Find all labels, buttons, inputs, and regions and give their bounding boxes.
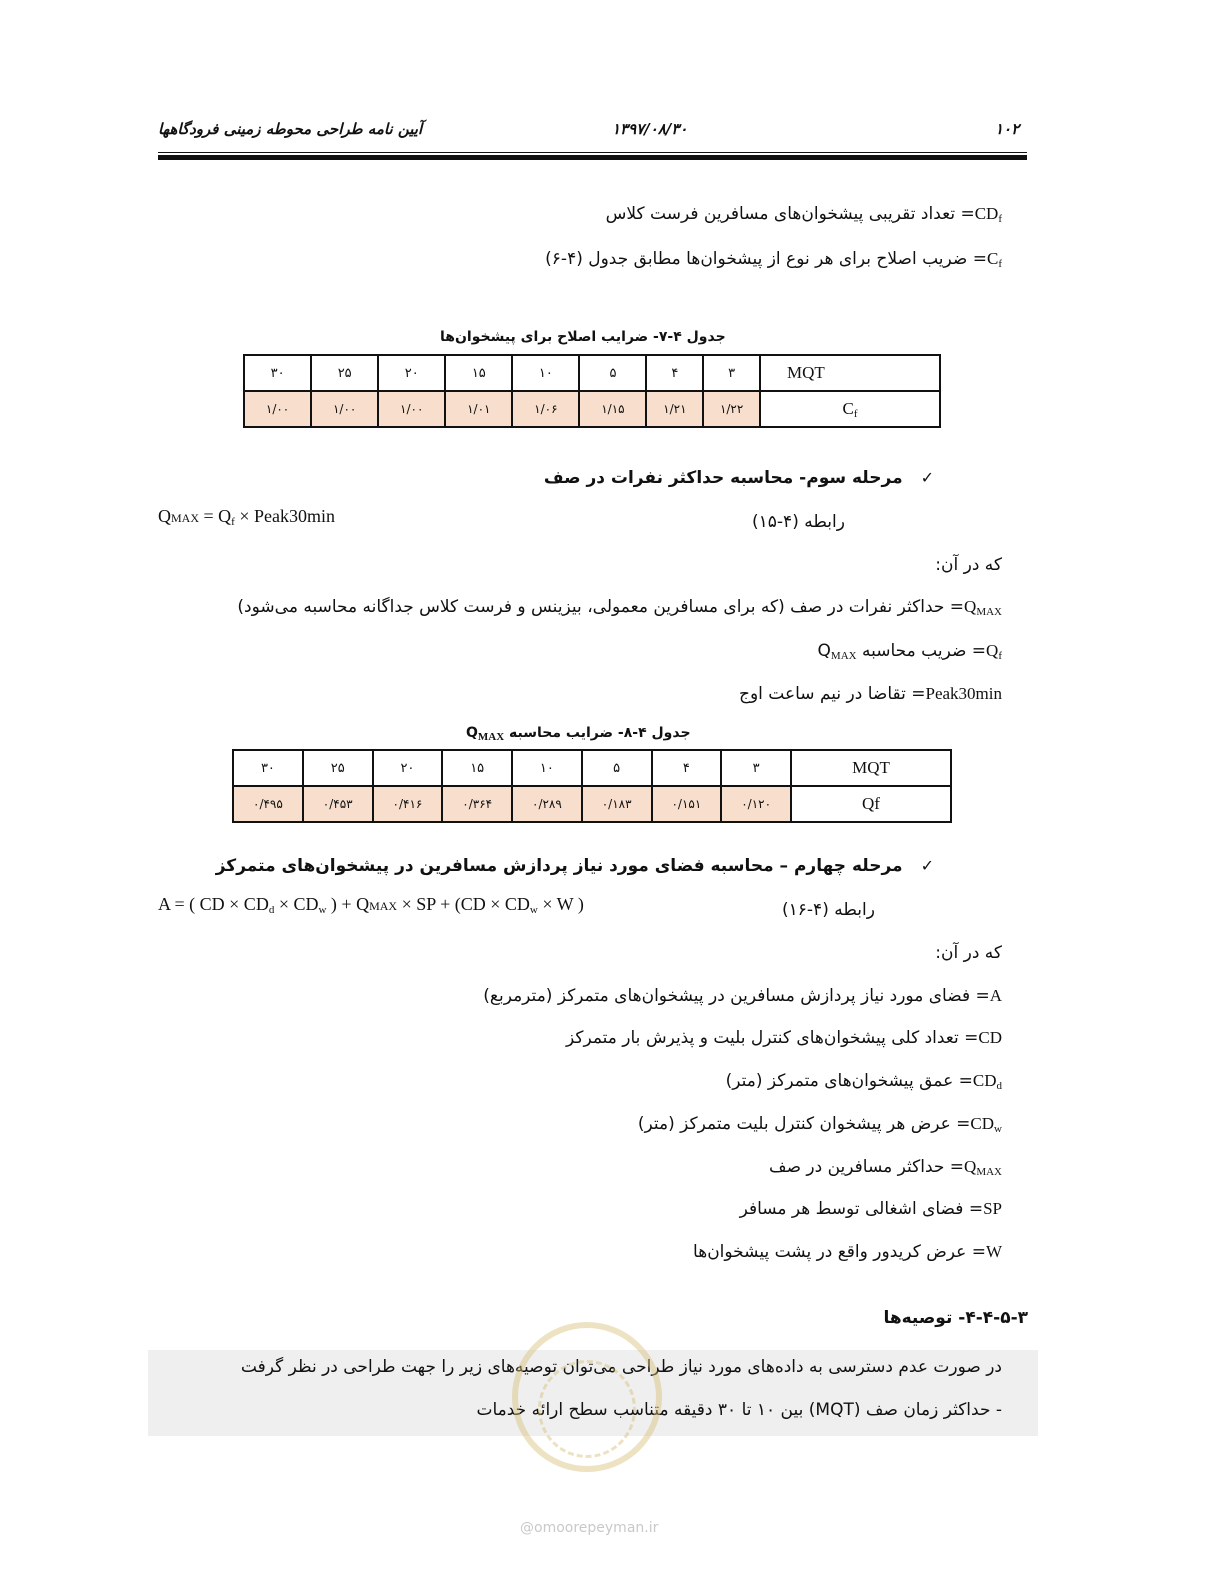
table-cell: ۱/۱۵ — [579, 391, 646, 427]
where-label: که در آن: — [935, 943, 1002, 963]
where-label: که در آن: — [935, 555, 1002, 575]
section-heading: ۴-۴-۵-۳- توصیه‌ها — [883, 1308, 1028, 1328]
table2-row1-label: MQT — [791, 750, 951, 786]
check-icon: ✓ — [920, 468, 934, 487]
table-cell: ۰/۴۹۵ — [233, 786, 303, 822]
table-cell: ۱/۰۱ — [445, 391, 512, 427]
table-cell: ۳ — [721, 750, 791, 786]
def-sp: SP= فضای اشغالی توسط هر مسافر — [739, 1199, 1002, 1219]
watermark-url: @omoorepeyman.ir — [520, 1520, 659, 1536]
table-cell: ۱۰ — [512, 750, 582, 786]
table-cell: ۲۵ — [311, 355, 378, 391]
def-cdf: $CD_f=$ تعداد تقریبی پیشخوان‌های مسافرین فرست کلاس — [605, 204, 1002, 225]
header-rule-thick — [158, 155, 1027, 160]
table-cell: ۲۰ — [373, 750, 443, 786]
table1-caption: جدول ۴-۷- ضرایب اصلاح برای پیشخوان‌ها — [440, 329, 726, 345]
check-icon: ✓ — [920, 856, 934, 875]
def-a: A= فضای مورد نیاز پردازش مسافرین در پیشخوان‌های متمرکز (مترمربع) — [483, 986, 1002, 1006]
table1-row2-label: $C_f$ — [760, 391, 940, 427]
table-cell: ۰/۱۵۱ — [652, 786, 722, 822]
def-cf: $C_f=$ ضریب اصلاح برای هر نوع از پیشخوان‌ها مطابق جدول (۴-۶) — [545, 249, 1002, 270]
recommendation-line-2: - حداکثر زمان صف (MQT) بین ۱۰ تا ۳۰ دقیقه متناسب سطح ارائه خدمات — [476, 1400, 1002, 1420]
step4-heading: ✓مرحله چهارم – محاسبه فضای مورد نیاز پردازش مسافرین در پیشخوان‌های متمرکز — [215, 856, 934, 876]
page-number: ۱۰۲ — [995, 120, 1020, 138]
table-cell: ۴ — [652, 750, 722, 786]
table-row — [233, 750, 951, 786]
table2-row2-label: Qf — [791, 786, 951, 822]
table1-correction-factors — [243, 354, 941, 428]
table-cell: ۰/۴۵۳ — [303, 786, 373, 822]
def-w: W= عرض کریدور واقع در پشت پیشخوان‌ها — [693, 1242, 1002, 1262]
table-cell: ۰/۱۲۰ — [721, 786, 791, 822]
table-cell: ۴ — [646, 355, 703, 391]
def-qmax: $Q_{MAX}=$ حداکثر نفرات در صف (که برای مسافرین معمولی، بیزینس و فرست کلاس جداگانه محاسبه می‌شود) — [237, 597, 1002, 618]
def-qf: $Q_f=$ ضریب محاسبه $Q_{MAX}$ — [817, 641, 1002, 662]
table-cell: ۱۵ — [445, 355, 512, 391]
formula-area: A = ( CD × $CD_d \times CD_w$ ) + QMAX × SP + ($CD \times CD_w \times W$ ) — [158, 894, 584, 916]
table-row — [233, 786, 951, 822]
def-cd: CD= تعداد کلی پیشخوان‌های کنترل بلیت و پذیرش بار متمرکز — [565, 1028, 1002, 1048]
table-cell: ۵ — [579, 355, 646, 391]
relation-4-16: رابطه (۴-۱۶) — [782, 900, 875, 920]
recommendation-line-1: در صورت عدم دسترسی به داده‌های مورد نیاز طراحی می‌توان توصیه‌های زیر را جهت طراحی در نظر گرفت — [240, 1357, 1002, 1377]
table-cell: ۱/۰۰ — [244, 391, 311, 427]
table-cell: ۱/۰۰ — [378, 391, 445, 427]
table2-caption: جدول ۴-۸- ضرایب محاسبه $Q_{MAX}$ — [466, 725, 691, 743]
table-cell: ۱/۰۶ — [512, 391, 579, 427]
watermark-gear-icon — [538, 1360, 636, 1458]
table-cell: ۳۰ — [233, 750, 303, 786]
def-cdw: $CD_w=$ عرض هر پیشخوان کنترل بلیت متمرکز (متر) — [637, 1114, 1002, 1135]
table-cell: ۲۵ — [303, 750, 373, 786]
table-cell: ۲۰ — [378, 355, 445, 391]
table-cell: ۱/۲۲ — [703, 391, 760, 427]
table-cell: ۱/۲۱ — [646, 391, 703, 427]
table-cell: ۵ — [582, 750, 652, 786]
table-cell: ۰/۲۸۹ — [512, 786, 582, 822]
table-cell: ۰/۳۶۴ — [442, 786, 512, 822]
header-date: ۱۳۹۷/۰۸/۳۰ — [612, 120, 688, 138]
def-cdd: $CD_d=$ عمق پیشخوان‌های متمرکز (متر) — [725, 1071, 1002, 1092]
def-qmax-queue: $Q_{MAX}=$ حداکثر مسافرین در صف — [768, 1157, 1002, 1178]
def-peak30min: Peak30min= تقاضا در نیم ساعت اوج — [738, 684, 1002, 704]
step3-heading: ✓مرحله سوم- محاسبه حداکثر نفرات در صف — [543, 468, 934, 488]
table-row — [244, 391, 940, 427]
table-cell: ۳۰ — [244, 355, 311, 391]
table-cell: ۳ — [703, 355, 760, 391]
formula-qmax: QMAX = $Q_f$ × Peak30min — [158, 506, 335, 528]
relation-4-15: رابطه (۴-۱۵) — [752, 512, 845, 532]
header-title: آیین نامه طراحی محوطه زمینی فرودگاهها — [158, 120, 423, 138]
table-cell: ۰/۱۸۳ — [582, 786, 652, 822]
table-cell: ۱۵ — [442, 750, 512, 786]
header-rule-thin — [158, 152, 1027, 153]
table-cell: ۱۰ — [512, 355, 579, 391]
table-cell: ۰/۴۱۶ — [373, 786, 443, 822]
table-cell: ۱/۰۰ — [311, 391, 378, 427]
table1-row1-label: MQT — [760, 355, 940, 391]
table2-qmax-factors — [232, 749, 952, 823]
table-row — [244, 355, 940, 391]
